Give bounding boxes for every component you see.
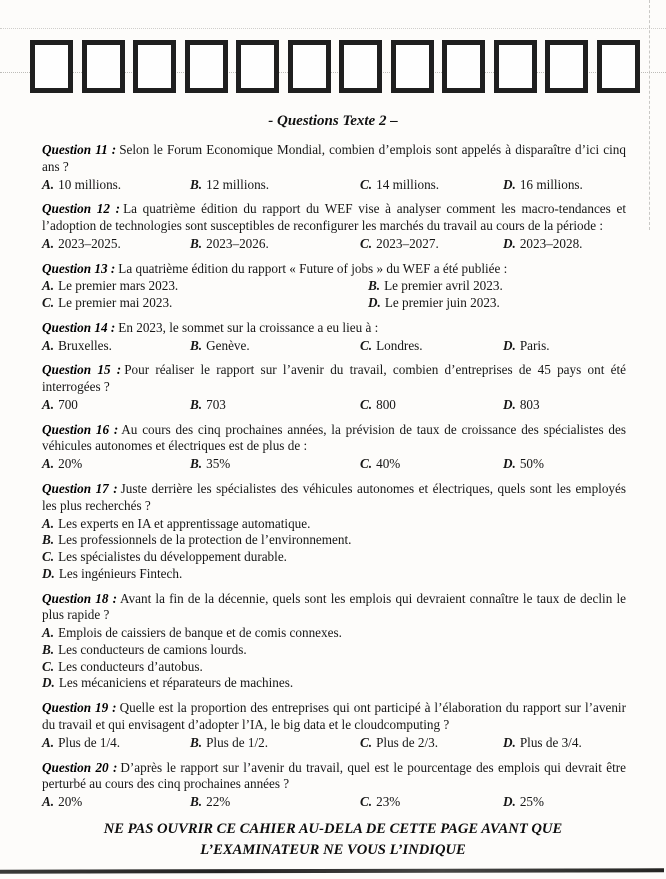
question-text: [42, 261, 626, 278]
option-b: B. 703: [190, 396, 226, 412]
option-a: A. 20%: [42, 456, 83, 472]
answer-box: [597, 40, 640, 93]
question-label: Question 20 :: [42, 759, 118, 775]
question-body: Juste derrière les spécialistes des véhicules autonomes et électriques, quels sont les employés les plus recherchés ?: [42, 481, 626, 513]
question-block-19: [42, 700, 626, 751]
option-a: A. Emplois de caissiers de banque et de comis connexes.: [42, 625, 342, 641]
question-body: Au cours des cinq prochaines années, la prévision de taux de croissance des spécialistes des véhicules autonomes et électriques est de plus de :: [42, 421, 626, 454]
options-row: [42, 236, 626, 253]
question-text: [42, 760, 626, 794]
option-c: C. 800: [360, 396, 396, 412]
option-a: A. 10 millions.: [42, 176, 122, 192]
question-block-20: [42, 760, 626, 811]
answer-box: [339, 40, 382, 93]
option-a: A. Bruxelles.: [42, 337, 112, 353]
option-d: D. Le premier juin 2023.: [368, 295, 500, 311]
answer-box: [545, 40, 588, 93]
options-row: [42, 338, 626, 355]
options-list: [42, 516, 626, 583]
option-a: A. 2023–2025.: [42, 235, 121, 251]
answer-box: [391, 40, 434, 93]
question-body: Quelle est la proportion des entreprises qui ont participé à l’élaboration du rapport sur l’avenir du travail et qui envisagent d’adopter l’IA, le big data et le cloudcomputing ?: [42, 700, 626, 732]
options-row: [42, 794, 626, 811]
answer-box: [442, 40, 485, 93]
option-c: C. 40%: [360, 456, 401, 472]
options-row: [42, 397, 626, 414]
question-label: Question 19 :: [42, 700, 117, 716]
option-c: C. Le premier mai 2023.: [42, 295, 173, 311]
option-a: A. 700: [42, 396, 78, 412]
option-d: D. Les ingénieurs Fintech.: [42, 565, 183, 581]
page-bottom-rule: [0, 868, 664, 873]
question-label: Question 18 :: [42, 590, 118, 606]
question-label: Question 16 :: [42, 421, 119, 437]
question-text: [42, 362, 626, 396]
question-text: [42, 142, 626, 176]
question-block-12: [42, 201, 626, 252]
option-c: C. Plus de 2/3.: [360, 734, 439, 750]
options-list: [42, 625, 626, 692]
option-d: D. Les mécaniciens et réparateurs de machines.: [42, 675, 294, 691]
option-c: C. Les spécialistes du développement durable.: [42, 549, 287, 565]
answer-box: [133, 40, 176, 93]
question-label: Question 15 :: [42, 362, 122, 378]
scan-artifact-line: [649, 0, 650, 230]
option-a: A. Le premier mars 2023.: [42, 278, 179, 294]
option-b: B. Genève.: [190, 337, 250, 353]
question-text: [42, 700, 626, 734]
page-title: - Questions Texte 2 –: [268, 113, 398, 129]
option-c: C. 2023–2027.: [360, 235, 439, 251]
option-d: D. 2023–2028.: [503, 235, 583, 251]
questions-list: [42, 142, 626, 811]
options-row: [42, 735, 626, 752]
question-body: En 2023, le sommet sur la croissance a eu lieu à :: [118, 319, 379, 335]
option-b: B. Plus de 1/2.: [190, 734, 269, 750]
question-body: Selon le Forum Economique Mondial, combien d’emplois sont appelés à disparaître d’ici cinq ans ?: [42, 142, 626, 174]
question-body: D’après le rapport sur l’avenir du travail, quel est le pourcentage des emplois qui devrait être perturbé au cours des cinq prochaines années ?: [42, 759, 627, 792]
option-b: B. Le premier avril 2023.: [368, 278, 503, 294]
question-block-16: [42, 422, 626, 473]
option-b: B. 22%: [190, 794, 231, 810]
scan-artifact-line: [0, 28, 666, 29]
answer-boxes-row: [30, 40, 640, 93]
option-d: D. 50%: [503, 456, 545, 472]
question-body: La quatrième édition du rapport « Future of jobs » du WEF a été publiée :: [118, 260, 508, 276]
option-b: B. Les conducteurs de camions lourds.: [42, 641, 247, 657]
option-a: A. Plus de 1/4.: [42, 734, 121, 750]
question-block-13: [42, 261, 626, 312]
answer-box: [288, 40, 331, 93]
footer-warning-line1: NE PAS OUVRIR CE CAHIER AU-DELA DE CETTE PAGE AVANT QUE: [103, 820, 563, 837]
question-body: La quatrième édition du rapport du WEF vise à analyser comment les macro-tendances et l’adoption de technologies sont susceptibles de reconfigurer les marchés du travail au cours de la période :: [42, 201, 626, 234]
question-label: Question 17 :: [42, 481, 118, 497]
question-text: [42, 320, 626, 337]
option-a: A. 20%: [42, 794, 83, 810]
options-row: [42, 456, 626, 473]
option-c: C. 23%: [360, 794, 401, 810]
question-block-17: [42, 481, 626, 583]
option-c: C. Londres.: [360, 337, 423, 353]
option-d: D. 16 millions.: [503, 176, 583, 192]
option-d: D. Paris.: [503, 337, 550, 353]
option-b: B. 12 millions.: [190, 176, 270, 192]
option-b: B. 35%: [190, 456, 231, 472]
question-label: Question 14 :: [42, 319, 116, 335]
question-block-18: [42, 591, 626, 693]
question-body: Avant la fin de la décennie, quels sont les emplois qui devraient connaître le taux de declin le plus rapide ?: [42, 590, 626, 623]
footer-warning: [0, 819, 666, 860]
option-c: C. 14 millions.: [360, 176, 440, 192]
question-block-14: [42, 320, 626, 355]
answer-box: [82, 40, 125, 93]
question-label: Question 12 :: [42, 201, 121, 217]
option-c: C. Les conducteurs d’autobus.: [42, 658, 203, 674]
question-label: Question 11 :: [42, 142, 117, 157]
answer-box: [185, 40, 228, 93]
question-text: [42, 422, 626, 456]
question-text: [42, 201, 626, 235]
options-grid: [42, 278, 626, 312]
question-text: [42, 591, 626, 625]
option-d: D. Plus de 3/4.: [503, 734, 582, 750]
option-d: D. 803: [503, 396, 540, 412]
answer-box: [236, 40, 279, 93]
question-text: [42, 481, 626, 515]
answer-box: [494, 40, 537, 93]
option-b: B. Les professionnels de la protection de l’environnement.: [42, 532, 352, 548]
options-row: [42, 177, 626, 194]
question-body: Pour réaliser le rapport sur l’avenir du travail, combien d’entreprises de 45 pays ont été interrogées ?: [42, 362, 626, 395]
question-block-15: [42, 362, 626, 413]
option-a: A. Les experts en IA et apprentissage automatique.: [42, 515, 311, 531]
option-d: D. 25%: [503, 794, 545, 810]
question-label: Question 13 :: [42, 260, 116, 276]
answer-box: [30, 40, 73, 93]
question-block-11: [42, 142, 626, 193]
footer-warning-line2: L’EXAMINATEUR NE VOUS L’INDIQUE: [200, 841, 466, 858]
option-b: B. 2023–2026.: [190, 235, 269, 251]
